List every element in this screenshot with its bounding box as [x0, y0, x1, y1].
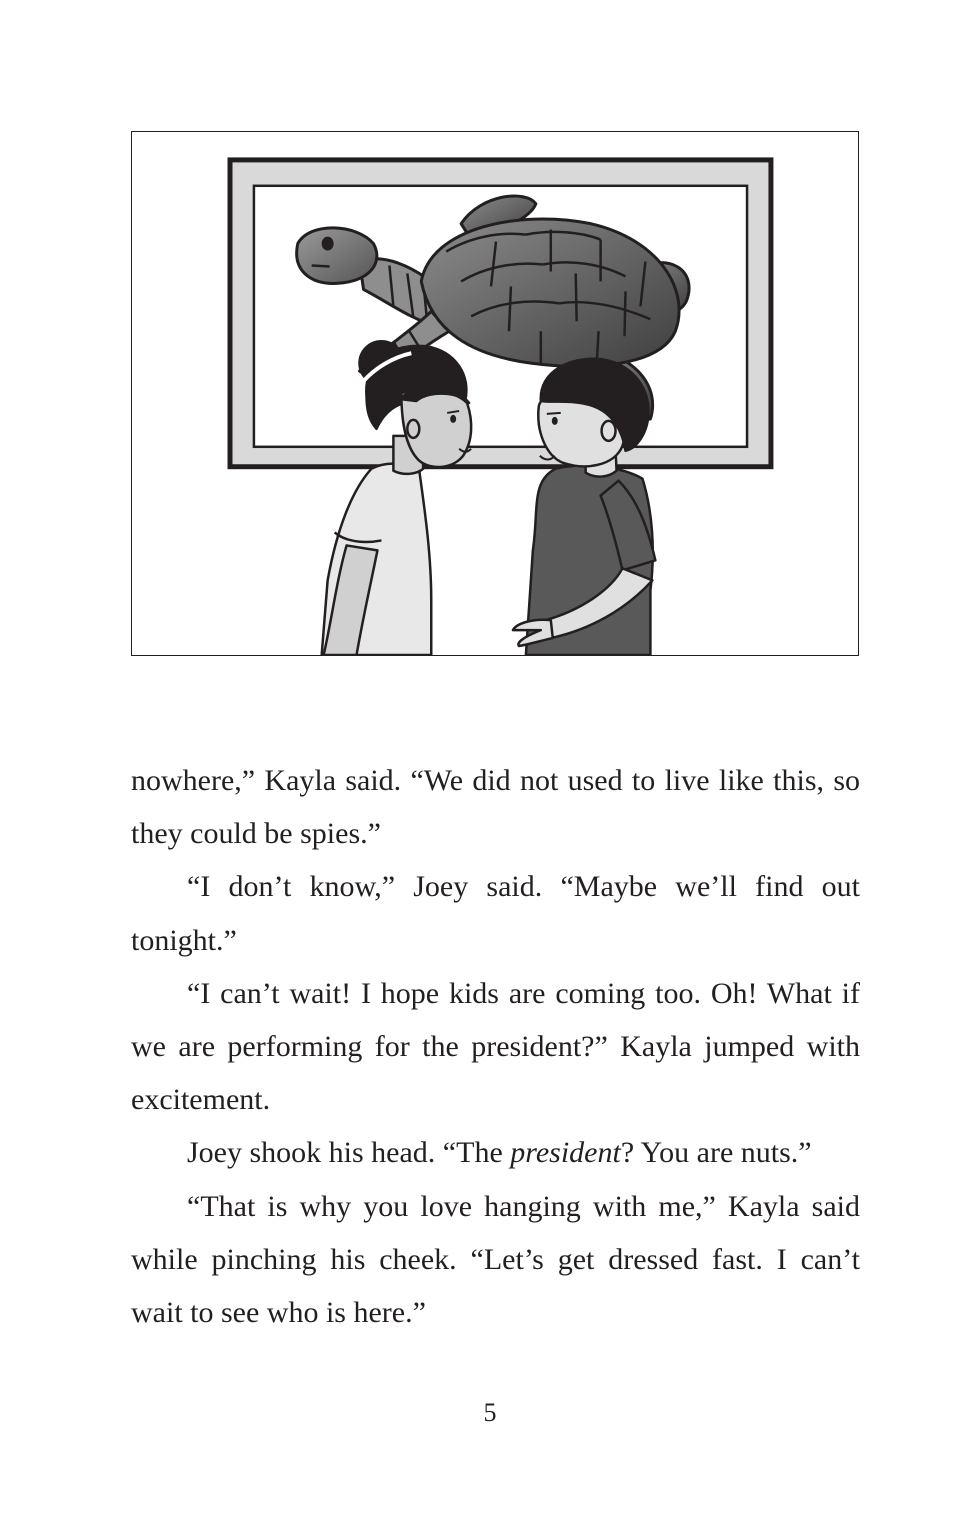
- paragraph-2: “I don’t know,” Joey said. “Maybe we’ll find out tonight.”: [131, 870, 860, 957]
- story-illustration: [131, 131, 859, 656]
- paragraph-3: “I can’t wait! I hope kids are coming too. Oh! What if we are performing for the president?” Kayla jumped with excitement.: [131, 976, 860, 1117]
- paragraph-1: nowhere,” Kayla said. “We did not used to live like this, so they could be spies.”: [131, 764, 860, 851]
- italic-word-president: president: [510, 1136, 621, 1170]
- page-number: 5: [483, 1398, 497, 1427]
- kids-and-turtle-picture: [132, 132, 858, 655]
- paragraph-4-start: Joey shook his head. “The: [187, 1136, 511, 1170]
- story-text: [131, 754, 860, 1339]
- paragraph-5: “That is why you love hanging with me,” Kayla said while pinching his cheek. “Let’s get dressed fast. I can’t wait to see who is here.”: [131, 1189, 860, 1330]
- paragraph-4-end: ? You are nuts.”: [620, 1136, 812, 1170]
- paragraph-4: [131, 1126, 860, 1179]
